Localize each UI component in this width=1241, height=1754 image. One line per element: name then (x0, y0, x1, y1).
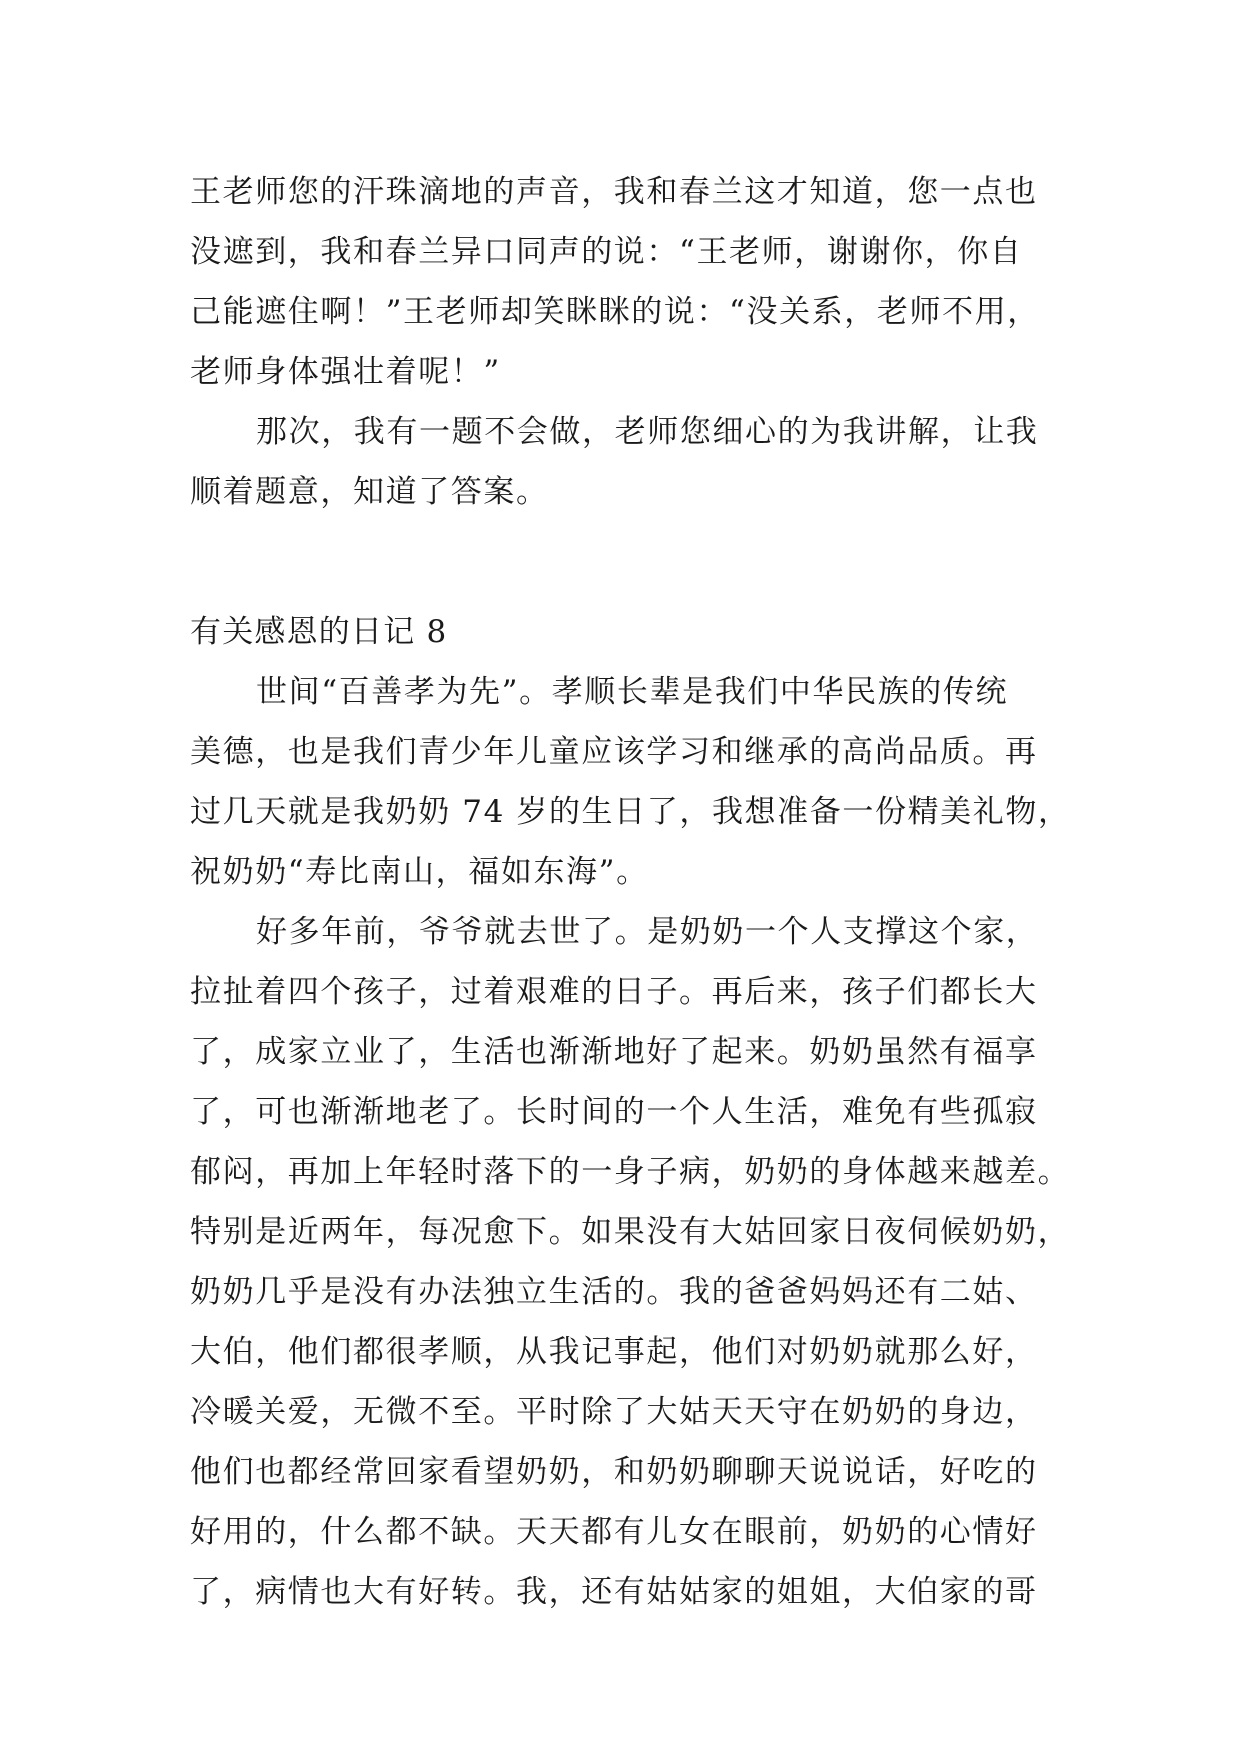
text-line: 没遮到，我和春兰异口同声的说：“王老师，谢谢你，你自 (190, 234, 1023, 270)
text-line: 大伯，他们都很孝顺，从我记事起，他们对奶奶就那么好， (190, 1334, 1038, 1370)
text-line: 好多年前，爷爷就去世了。是奶奶一个人支撑这个家， (256, 914, 1039, 950)
text-line: 奶奶几乎是没有办法独立生活的。我的爸爸妈妈还有二姑、 (190, 1274, 1038, 1310)
text-line: 那次，我有一题不会做，老师您细心的为我讲解，让我 (256, 414, 1039, 450)
text-line: 世间“百善孝为先”。孝顺长辈是我们中华民族的传统 (256, 674, 1009, 710)
text-line: 祝奶奶“寿比南山，福如东海”。 (190, 854, 649, 890)
section-heading: 有关感恩的日记 8 (190, 614, 448, 650)
text-line: 特别是近两年，每况愈下。如果没有大姑回家日夜伺候奶奶， (190, 1214, 1071, 1250)
text-line: 过几天就是我奶奶 74 岁的生日了，我想准备一份精美礼物， (190, 794, 1071, 830)
text-line: 他们也都经常回家看望奶奶，和奶奶聊聊天说说话，好吃的 (190, 1454, 1038, 1490)
text-line: 郁闷，再加上年轻时落下的一身子病，奶奶的身体越来越差。 (190, 1154, 1071, 1190)
text-line: 老师身体强壮着呢！” (190, 354, 501, 390)
text-line: 冷暖关爱，无微不至。平时除了大姑天天守在奶奶的身边， (190, 1394, 1038, 1430)
text-line: 己能遮住啊！”王老师却笑眯眯的说：“没关系，老师不用， (190, 294, 1040, 330)
text-line: 美德，也是我们青少年儿童应该学习和继承的高尚品质。再 (190, 734, 1038, 770)
text-line: 了，可也渐渐地老了。长时间的一个人生活，难免有些孤寂 (190, 1094, 1038, 1130)
text-line: 拉扯着四个孩子，过着艰难的日子。再后来，孩子们都长大 (190, 974, 1038, 1010)
text-line: 顺着题意，知道了答案。 (190, 474, 549, 510)
document-page (190, 162, 1071, 1622)
text-line: 了，病情也大有好转。我，还有姑姑家的姐姐，大伯家的哥 (190, 1574, 1038, 1610)
text-line: 了，成家立业了，生活也渐渐地好了起来。奶奶虽然有福享 (190, 1034, 1038, 1070)
text-line: 好用的，什么都不缺。天天都有儿女在眼前，奶奶的心情好 (190, 1514, 1038, 1550)
text-line: 王老师您的汗珠滴地的声音，我和春兰这才知道，您一点也 (190, 174, 1038, 210)
paragraph-gap (190, 522, 1056, 602)
